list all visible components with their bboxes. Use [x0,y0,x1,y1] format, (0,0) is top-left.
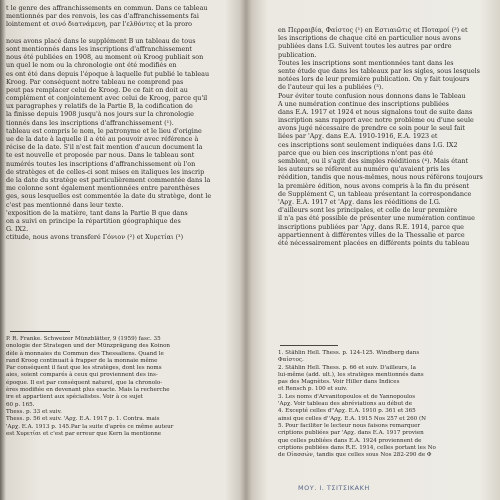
footnote-divider [10,331,70,332]
text-line: lointement et σινό διατνάμενη, par l'ελθόντες et la proro [6,20,192,29]
footnote-divider [280,345,338,346]
footnote-line: rand Kroog continuait à frapper de la monnaie même [6,357,158,364]
text-line: 'Αρχ. Ε.Α. 1917 et 'Αρχ. dans les rééditions de I.G. [278,197,441,206]
text-line: me colonne sont également mentionnées entre parenthèses [6,184,200,193]
text-line: dans E.A. 1917 et 1924 et nous signalons tout de suite dans [278,107,473,116]
footnote-line: et Rensch p. 100 et suiv. [278,386,348,393]
text-line: un quel le nom ou la chronologie ont été modifiés en [6,61,177,70]
text-line: sente étude que dans les tableaux par les sigles, sous lesquels [278,66,480,75]
footnote-line: 5. Pour faciliter le lecteur nous faisons remarquer [278,422,421,429]
left-footnotes [6,336,238,438]
text-line: on a suivi en principe la répartition géographique des [6,216,181,225]
text-line: il n'a pas été possible de présenter une numération continue [278,214,475,223]
text-line: tionnés dans les inscriptions d'affranchissement (¹). [6,118,174,127]
text-line: mentionnés par des renvois, les cas d'affranchissements fai [6,12,199,21]
footnote-line: pas des Magnètes. Voir Hiller dans Indices [278,379,400,386]
text-line: Toutes les inscriptions sont mentionnées tant dans les [278,58,454,67]
text-line: publiées dans I.G. Suivent toutes les autres par ordre [278,42,452,51]
footnote-line: ères modifiée en devenant plus exacte. Mais la recherche [6,387,170,394]
footnote-line: Φαίστος. [278,357,304,364]
footnote-line: Thess. p. 33 et suiv. [6,408,62,415]
text-line: récise de la date. S'il n'est fait mention d'aucun document la [6,143,203,152]
text-line: Kroog. Par conséquent notre tableau ne comprend pas [6,77,184,86]
text-line: de stratèges et de celles-ci sont mises en italiques les inscrip [6,167,205,176]
footnote-line: 'Αρχ. Voir tableau des abréviations au début de [278,401,413,408]
text-line: tableau est compris le nom, le patronyme et le lieu d'origine [6,126,202,135]
footnote-line: 4. Excepté celles d''Αρχ. E.A. 1910 p. 361 et 365 [278,408,416,415]
text-line: parce que ou bien ces inscriptions n'ont pas été [278,148,433,157]
text-line: sont mentionnés dans les inscriptions d'affranchissement [6,44,192,53]
text-line: de l'auteur qui les a publiées (³). [278,83,384,92]
library-stamp: ΜΟΥ. Ι. ΤΣΙΤΣΙΚΑΚΗ [298,484,370,492]
footnote-line: que celles publiées dans E.A. 1924 proviennent de [278,437,422,444]
text-line: liées par 'Αρχ. dans E.A. 1910-1916, E.A. 1923 et [278,132,438,141]
footnote-line: onologie der Strategen und der Münzprägung des Koinon [6,343,171,350]
text-line: ctitude, nous avons transferé Γόνιον (²) et Χυρετίαι (³) [6,233,184,242]
text-line [6,29,238,37]
text-line: ges, sous lesquelles est commentée la date du stratège, dont le [6,192,212,201]
text-line: publication. [278,50,317,59]
text-line: réédition, tandis que nous-mêmes, nous nous référons toujours [278,173,483,182]
text-line: complément et conjointement avec celui de Kroog, parce qu'il [6,94,208,103]
text-line: numérés toutes les inscriptions d'affranchissement où l'on [6,159,196,168]
text-line: 'exposition de la matière, tant dans la Partie B que dans [6,208,188,217]
text-line: es ont été dans depuis l'époque à laquelle fut publié le tableau [6,69,210,78]
footnote-line: dèle à monnaies du Commun des Thessaliens. Quand le [6,350,164,357]
text-line: ue de la date à laquelle il a été au pouvoir avec référence à [6,135,199,143]
text-line: de Supplément C, un tableau présentant la correspondance [278,189,472,198]
text-line: nous été publiées en 1908, au moment où Kroog publiait son [6,53,204,62]
right-footnotes [278,350,500,459]
footnote-line: 2. Stählin Hell. Thess. p. 66 et suiv. D'ailleurs, la [278,364,416,371]
footnote-line: 'Αρχ. Ε.Α. 1913 p. 145.Par la suite d'après ce même auteur [6,423,174,430]
footnote-line: aies, soient comparés à ceux qui proviennent des ins- [6,372,158,379]
text-line: Pour éviter toute confusion nous donnons dans le Tableau [278,91,466,100]
text-line: ces inscriptions sont seulement indiquées dans I.G. IX2 [278,140,458,149]
footnote-line: époque. Il est par conséquent naturel, que la chronolo- [6,379,163,386]
footnote-line: ainsi que celles d''Αρχ. E.A. 1915 Nos 257 et 260 (Ν [278,415,427,422]
text-line: ux paragraphes y relatifs de la Partie B, la codification de [6,102,193,111]
footnote-line: criptions publiées dans R.E. 1914, celles portant les No [278,444,436,451]
footnote-line: Thess. p. 56 et suiv. 'Αρχ. Ε.Α. 1917 p. 1. Contra. mais [6,416,160,423]
footnote-line: lui-même (add. ult.), les stratèges mentionnés dans [278,371,424,378]
right-page [256,0,500,500]
left-page [0,0,238,500]
footnote-line: 1. Stählin Hell. Thess. p. 124-125. Windberg dans [278,350,420,356]
footnote-line: 3. Les noms d'Arvanitopoulos et de Yannopoulos [278,393,416,400]
text-line: les auteurs se réfèrent au numéro qu'avaient pris les [278,165,450,174]
text-line: inscriptions publiées par 'Αρχ. dans R.E. 1914, parce que [278,222,464,231]
footnote-line: criptions publiées par 'Αρχ. dans E.A. 1917 provien [278,430,424,437]
text-line: les inscriptions de chaque cité en particulier nous avons [278,34,461,43]
text-line: la première édition, nous avons compris à la fin du présent [278,181,470,190]
text-line: nous avons placé dans le supplément B un tableau de tous [6,36,196,45]
text-line: de la date du stratège est particulièrement commentée dans la [6,175,211,184]
text-line: peut pas remplacer celui de Kroog. De ce fait on doit au [6,85,188,94]
left-body-text [6,4,238,241]
text-line: A une numération continue des inscriptions publiées [278,99,449,108]
text-line: avons jugé nécessaire de prendre ce soin pour le seul fait [278,124,465,133]
text-line: semblent, ou il s'agit des simples rééditions (⁴). Mais étant [278,157,469,165]
footnote-line: de Οἰασσών, tandis que celles sous Nos 282-290 de Φ [278,452,432,459]
text-line: notées lors de leur première publication. On y fait toujours [278,75,470,84]
text-line: t le genre des affranchissements en commun. Dans ce tableau [6,4,208,12]
footnote-line: est Χυρετίαι et c'est par erreur que Kern la mentionne [6,430,162,437]
text-line: c'est pas mentionné dans leur texte. [6,200,124,209]
right-body-text [278,26,500,247]
footnote-line: 60 p. 165. [6,401,35,408]
text-line: la finisse depuis 1908 jusqu'à nos jours sur la chronologie [6,110,194,119]
text-line: G. IX2. [6,225,29,234]
text-line: été nécessairement placées en différents points du tableau [278,238,470,247]
footnote-line: P. R. Franke. Schweizer Münzblätter, 9 (1959) fasc. 35 [6,336,161,342]
text-line: appartiennent à différentes villes de la Thessalie et parce [278,230,465,239]
text-line: d'ailleurs sont les principales, et celle de leur première [278,206,458,215]
footnote-line: ire et appartient aux spécialistes. Voir à ce sujet [6,394,143,401]
text-line: te est nouvelle et proposée par nous. Dans le tableau sont [6,151,195,160]
footnote-line: Par conséquent il faut que les stratèges, dont les noms [6,365,162,372]
text-line: inscription sans rapport avec notre problème ou d'une seule [278,116,474,125]
text-line: en Περραιβία, Φαίστος (¹) en Εστιαιῶτις et Ποταμοί (²) et [278,26,468,34]
